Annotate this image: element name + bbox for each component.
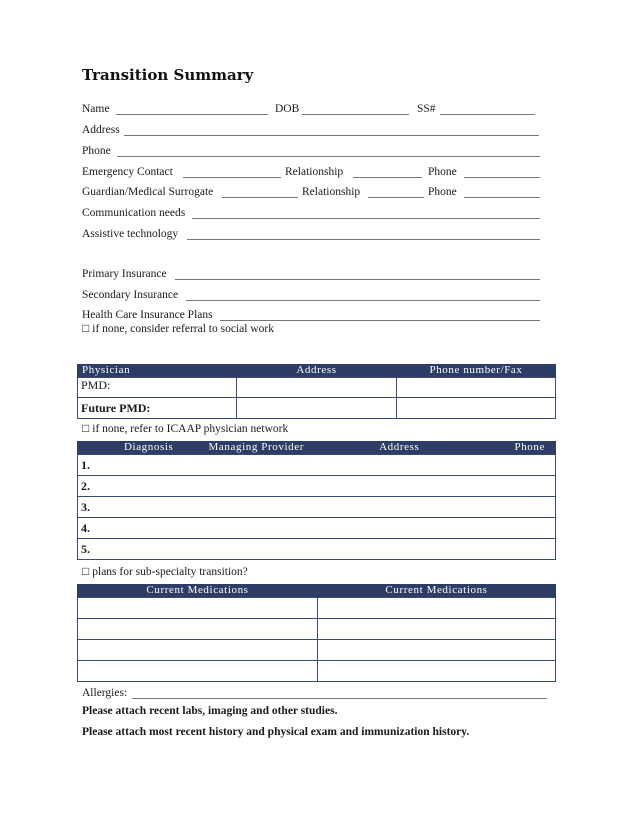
address-row — [82, 122, 542, 138]
instruction-labs: Please attach recent labs, imaging and other studies. — [82, 705, 338, 717]
allergies-field[interactable] — [132, 698, 547, 699]
medication-cell[interactable] — [78, 640, 318, 661]
guardian-phone-field[interactable] — [464, 197, 540, 198]
header-managing-provider: Managing Provider — [208, 441, 304, 453]
emergency-contact-field[interactable] — [183, 177, 281, 178]
ssn-field[interactable] — [440, 114, 535, 115]
table-row — [78, 619, 556, 640]
medication-cell[interactable] — [78, 598, 318, 619]
header-physician: Physician — [78, 364, 237, 378]
guardian-relationship-label: Relationship — [302, 186, 361, 198]
table-row — [78, 518, 556, 539]
pmd-address-cell[interactable] — [237, 378, 397, 398]
instruction-history: Please attach most recent history and physical exam and immunization history. — [82, 726, 470, 738]
primary-insurance-row — [82, 266, 542, 282]
future-pmd-address-cell[interactable] — [237, 398, 397, 419]
medication-cell[interactable] — [318, 619, 556, 640]
icaap-note-text: if none, refer to ICAAP physician network — [92, 423, 289, 435]
name-field[interactable] — [116, 114, 268, 115]
diagnosis-row-1[interactable]: 1. — [78, 455, 556, 476]
allergies-row — [82, 685, 552, 701]
medication-cell[interactable] — [318, 640, 556, 661]
medications-table — [77, 584, 556, 682]
header-address: Address — [237, 364, 397, 378]
table-row — [78, 539, 556, 560]
header-phone-fax: Phone number/Fax — [397, 364, 556, 378]
physician-table-header — [78, 364, 556, 378]
header-medications-left: Current Medications — [78, 584, 318, 598]
emergency-contact-label: Emergency Contact — [82, 166, 173, 178]
diagnosis-table — [77, 441, 556, 560]
phone-field[interactable] — [117, 156, 540, 157]
future-pmd-cell: Future PMD: — [78, 398, 237, 419]
subspecialty-note — [82, 564, 248, 579]
dob-field[interactable] — [302, 114, 409, 115]
guardian-phone-label: Phone — [428, 186, 457, 198]
primary-insurance-label: Primary Insurance — [82, 268, 167, 280]
table-row — [78, 398, 556, 419]
subspecialty-note-text: plans for sub-specialty transition? — [92, 566, 248, 578]
emergency-contact-row — [82, 164, 542, 180]
address-field[interactable] — [124, 135, 539, 136]
emergency-phone-field[interactable] — [464, 177, 540, 178]
guardian-relationship-field[interactable] — [368, 197, 424, 198]
medication-cell[interactable] — [318, 598, 556, 619]
medication-cell[interactable] — [78, 661, 318, 682]
physician-table — [77, 364, 556, 419]
relationship-field[interactable] — [353, 177, 422, 178]
assistive-label: Assistive technology — [82, 228, 179, 240]
communication-field[interactable] — [192, 218, 540, 219]
diagnosis-row-3[interactable]: 3. — [78, 497, 556, 518]
table-row — [78, 378, 556, 398]
checkbox-icon[interactable]: □ — [82, 564, 90, 578]
table-row — [78, 661, 556, 682]
table-row — [78, 497, 556, 518]
diagnosis-row-5[interactable]: 5. — [78, 539, 556, 560]
icaap-note — [82, 421, 288, 436]
emergency-phone-label: Phone — [428, 166, 457, 178]
table-row — [78, 598, 556, 619]
communication-row — [82, 205, 542, 221]
secondary-insurance-row — [82, 287, 542, 303]
phone-row — [82, 143, 542, 159]
health-care-plans-label: Health Care Insurance Plans — [82, 309, 213, 321]
pmd-cell: PMD: — [78, 378, 237, 398]
diagnosis-row-4[interactable]: 4. — [78, 518, 556, 539]
checkbox-icon[interactable]: □ — [82, 321, 90, 335]
medication-cell[interactable] — [318, 661, 556, 682]
pmd-phone-cell[interactable] — [397, 378, 556, 398]
table-row — [78, 476, 556, 497]
guardian-label: Guardian/Medical Surrogate — [82, 186, 214, 198]
ssn-label: SS# — [417, 103, 436, 115]
dob-label: DOB — [275, 103, 300, 115]
phone-label: Phone — [82, 145, 111, 157]
name-row — [82, 101, 542, 117]
table-row — [78, 640, 556, 661]
checkbox-icon[interactable]: □ — [82, 421, 90, 435]
address-label: Address — [82, 124, 120, 136]
relationship-label: Relationship — [285, 166, 344, 178]
assistive-field[interactable] — [187, 239, 540, 240]
table-row — [78, 455, 556, 476]
diagnosis-table-header — [78, 441, 556, 455]
header-medications-right: Current Medications — [318, 584, 556, 598]
future-pmd-phone-cell[interactable] — [397, 398, 556, 419]
name-label: Name — [82, 103, 110, 115]
medication-cell[interactable] — [78, 619, 318, 640]
social-work-note-text: if none, consider referral to social work — [92, 323, 274, 335]
allergies-label: Allergies: — [82, 687, 128, 699]
primary-insurance-field[interactable] — [175, 279, 540, 280]
secondary-insurance-label: Secondary Insurance — [82, 289, 179, 301]
header-diag-address: Address — [379, 441, 420, 453]
header-diag-phone: Phone — [514, 441, 545, 453]
secondary-insurance-field[interactable] — [186, 300, 540, 301]
guardian-row — [82, 184, 542, 200]
medications-table-header — [78, 584, 556, 598]
header-diagnosis: Diagnosis — [124, 441, 174, 453]
communication-label: Communication needs — [82, 207, 186, 219]
guardian-field[interactable] — [222, 197, 298, 198]
form-title: Transition Summary — [82, 66, 254, 84]
diagnosis-row-2[interactable]: 2. — [78, 476, 556, 497]
assistive-row — [82, 226, 542, 242]
social-work-note — [82, 321, 274, 336]
